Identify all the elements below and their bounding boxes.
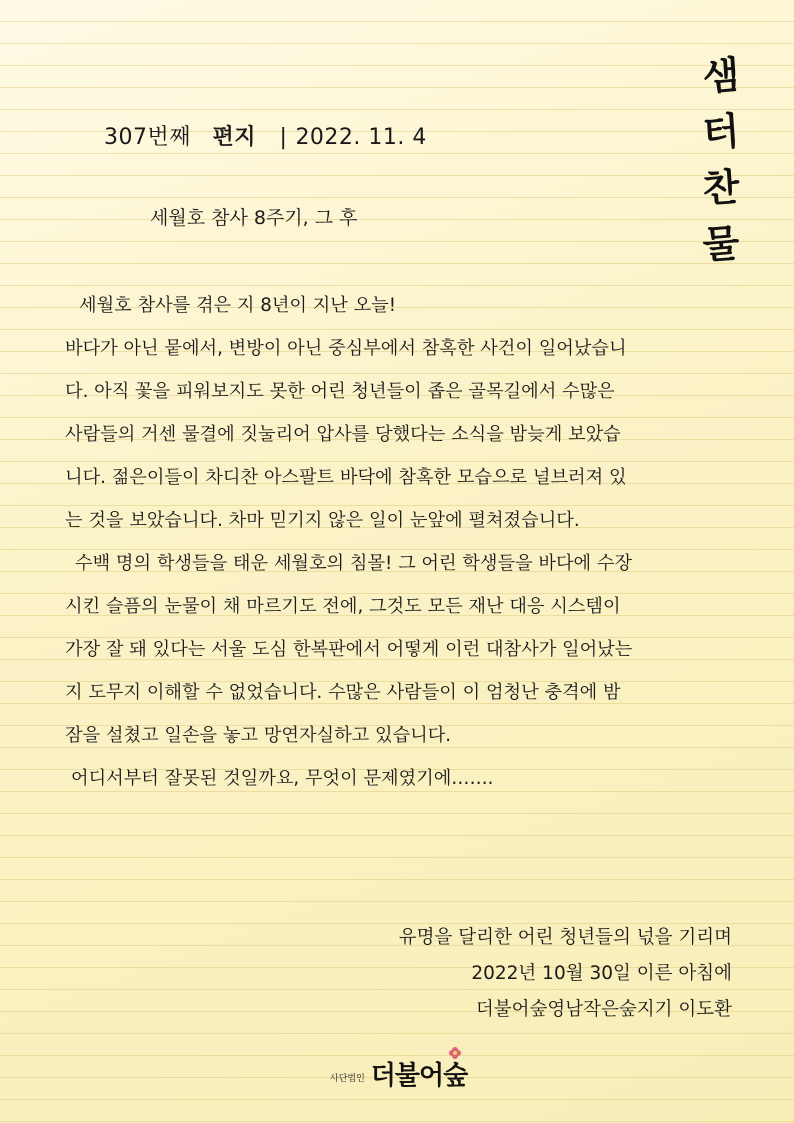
flower-icon bbox=[448, 1046, 462, 1060]
calligraphy-char: 샘 bbox=[701, 51, 741, 100]
calligraphy-char: 찬 bbox=[701, 163, 741, 212]
letter-date: 2022. 11. 4 bbox=[295, 125, 427, 150]
calligraphy-title bbox=[686, 48, 756, 272]
letter-title: 편지 bbox=[212, 125, 257, 150]
closing-date: 2022년 10월 30일 이른 아침에 bbox=[471, 963, 732, 984]
letter-body bbox=[65, 284, 733, 800]
body-line: 가장 잘 돼 있다는 서울 도심 한복판에서 어떻게 이런 대참사가 일어났는 bbox=[65, 639, 633, 660]
letter-closing bbox=[399, 920, 732, 1028]
body-line: 사람들의 거센 물결에 짓눌리어 압사를 당했다는 소식을 밤늦게 보았습 bbox=[65, 424, 621, 445]
closing-dedication: 유명을 달리한 어린 청년들의 넋을 기리며 bbox=[398, 927, 732, 948]
calligraphy-char: 터 bbox=[701, 107, 741, 156]
closing-signature: 더불어숲영남작은숲지기 이도환 bbox=[475, 999, 732, 1020]
logo-prefix: 사단법인 bbox=[330, 1074, 365, 1084]
body-line: 다. 아직 꽃을 피워보지도 못한 어린 청년들이 좁은 골목길에서 수많은 bbox=[65, 381, 615, 402]
organization-logo bbox=[330, 1052, 467, 1092]
letter-subtitle: 세월호 참사 8주기, 그 후 bbox=[150, 207, 358, 229]
letter-header bbox=[104, 120, 427, 151]
body-line: 어디서부터 잘못된 것일까요, 무엇이 문제였기에……. bbox=[71, 768, 494, 789]
body-line: 세월호 참사를 겪은 지 8년이 지난 오늘! bbox=[79, 295, 397, 316]
body-line: 니다. 젊은이들이 차디찬 아스팔트 바닥에 참혹한 모습으로 널브러져 있 bbox=[65, 467, 627, 488]
logo-name: 더불어숲 bbox=[370, 1061, 468, 1091]
calligraphy-char: 물 bbox=[701, 219, 741, 268]
body-line: 잠을 설쳤고 일손을 놓고 망연자실하고 있습니다. bbox=[65, 725, 452, 746]
header-separator: | bbox=[279, 125, 288, 150]
body-line: 바다가 아닌 뭍에서, 변방이 아닌 중심부에서 참혹한 사건이 일어났습니 bbox=[65, 338, 627, 359]
body-line: 는 것을 보았습니다. 차마 믿기지 않은 일이 눈앞에 펼쳐졌습니다. bbox=[65, 510, 580, 531]
body-line: 시킨 슬픔의 눈물이 채 마르기도 전에, 그것도 모든 재난 대응 시스템이 bbox=[65, 596, 621, 617]
letter-number: 307번째 bbox=[104, 125, 191, 150]
body-line: 지 도무지 이해할 수 없었습니다. 수많은 사람들이 이 엄청난 충격에 밤 bbox=[65, 682, 621, 703]
body-line: 수백 명의 학생들을 태운 세월호의 침몰! 그 어린 학생들을 바다에 수장 bbox=[75, 553, 633, 574]
